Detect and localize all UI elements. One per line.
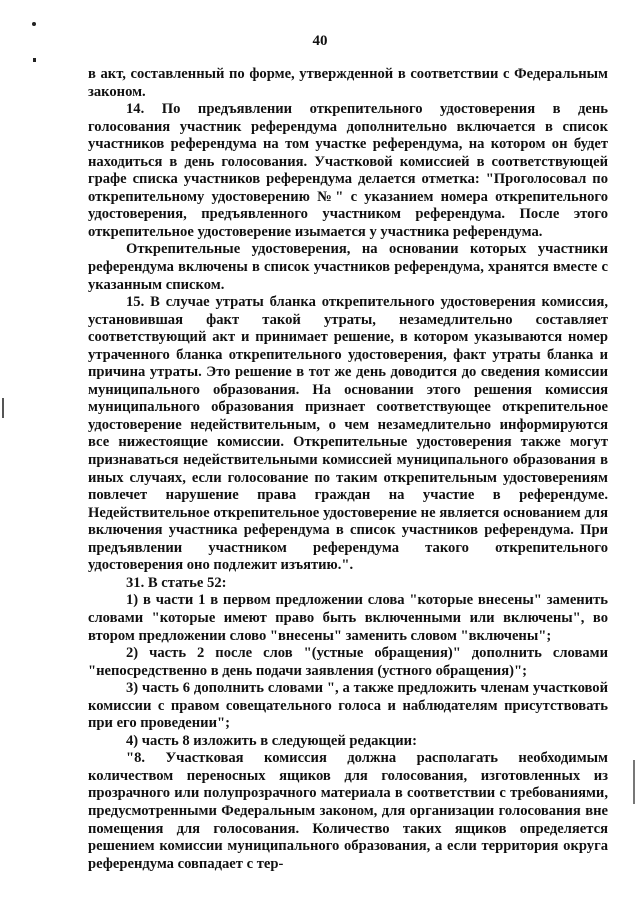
scan-mark: [2, 398, 4, 418]
paragraph: 3) часть 6 дополнить словами ", а также предложить членам участковой комиссии с правом совещательного голоса и наблюдателям присутствовать при его проведении";: [88, 680, 608, 732]
paragraph: "8. Участковая комиссия должна располагать необходимым количеством переносных ящиков для голосования, изготовленных из прозрачного или полупрозрачного материала в соответствии с требованиями, предусмотренными Федеральным законом, для организации голосования вне помещения для голосования. Количество таких ящиков определяется решением комиссии муниципального образования, а если территория округа референдума совпадает с тер-: [88, 750, 608, 872]
paragraph: в акт, составленный по форме, утвержденной в соответствии с Федеральным законом.: [88, 66, 608, 100]
paragraph: 2) часть 2 после слов "(устные обращения)" дополнить словами "непосредственно в день подачи заявления (устного обращения)";: [88, 645, 608, 679]
scan-mark: [633, 760, 635, 804]
paragraph: 14. По предъявлении открепительного удостоверения в день голосования участник референдума дополнительно включается в список участников референдума на том участке референдума, на котором он будет находиться в день голосования. Участковой комиссией в соответствующей графе списка участников референдума делается отметка: "Проголосовал по открепительному удостоверению №" с указанием номера открепительного удостоверения, предъявленного участником референдума. После этого открепительное удостоверение изымается у участника референдума.: [88, 101, 608, 240]
scan-mark: [32, 22, 36, 26]
paragraph: 31. В статье 52:: [126, 574, 227, 591]
scan-mark: [33, 58, 36, 62]
body-text: [88, 66, 608, 873]
paragraph: 4) часть 8 изложить в следующей редакции:: [126, 732, 417, 749]
page-number: 40: [312, 33, 328, 49]
paragraph: 15. В случае утраты бланка открепительного удостоверения комиссия, установившая факт такой утраты, незамедлительно составляет соответствующий акт и принимает решение, в котором указываются номер утраченного бланка открепительного удостоверения, факт утраты бланка и причина утраты. Это решение в тот же день доводится до сведения комиссии муниципального образования. На основании этого решения комиссия муниципального образования признает соответствующее открепительное удостоверение недействительным, о чем незамедлительно информируются все нижестоящие комиссии. Открепительные удостоверения также могут признаваться недействительными комиссией муниципального образования в иных случаях, если голосование по таким открепительным удостоверениям повлечет нарушение права граждан на участие в референдуме. Недействительное открепительное удостоверение не является основанием для включения участника референдума в список участников референдума. При предъявлении участником референдума такого открепительного удостоверения оно подлежит изъятию.".: [88, 294, 608, 574]
paragraph: Открепительные удостоверения, на основании которых участники референдума включены в список участников референдума, хранятся вместе с указанным списком.: [88, 241, 608, 293]
paragraph: 1) в части 1 в первом предложении слова "которые внесены" заменить словами "которые имеют право быть включенными или включены", во втором предложении слово "внесены" заменить словом "включены";: [88, 592, 608, 644]
